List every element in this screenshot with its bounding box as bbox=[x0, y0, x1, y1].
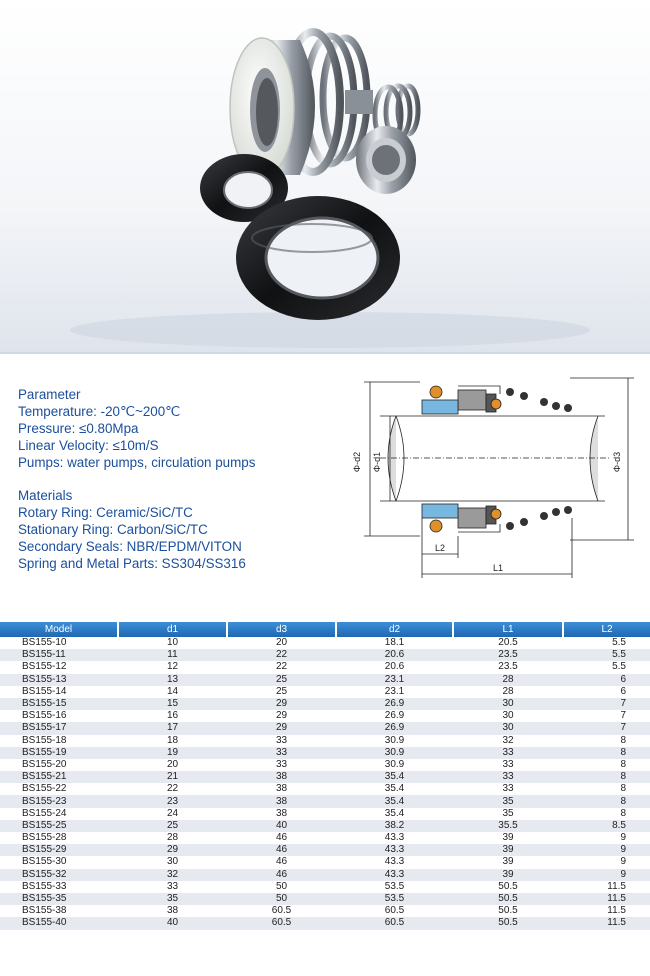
table-cell: 33 bbox=[227, 735, 336, 747]
section-divider bbox=[0, 352, 650, 354]
header-d3: d3 bbox=[227, 622, 336, 637]
table-row bbox=[0, 674, 650, 686]
table-cell: 35.4 bbox=[336, 783, 453, 795]
table-cell: 29 bbox=[227, 710, 336, 722]
table-cell: 13 bbox=[118, 674, 227, 686]
table-cell: 32 bbox=[118, 869, 227, 881]
table-cell: 28 bbox=[453, 686, 563, 698]
table-cell: 11.5 bbox=[563, 905, 650, 917]
table-cell: 38 bbox=[227, 783, 336, 795]
parameter-title: Parameter bbox=[18, 387, 81, 402]
table-row bbox=[0, 820, 650, 832]
temperature-spec: Temperature: -20℃~200℃ bbox=[18, 404, 181, 419]
table-cell: 26.9 bbox=[336, 722, 453, 734]
table-cell: 9 bbox=[563, 856, 650, 868]
table-cell: 33 bbox=[453, 771, 563, 783]
table-cell: BS155-13 bbox=[0, 674, 118, 686]
table-cell: 22 bbox=[118, 783, 227, 795]
table-row bbox=[0, 722, 650, 734]
table-cell: BS155-17 bbox=[0, 722, 118, 734]
table-cell: 11.5 bbox=[563, 881, 650, 893]
header-model: Model bbox=[0, 622, 118, 637]
table-row bbox=[0, 795, 650, 807]
dimension-d2-label: Φ-d2 bbox=[352, 451, 362, 473]
table-cell: 38.2 bbox=[336, 820, 453, 832]
table-cell: BS155-33 bbox=[0, 881, 118, 893]
table-cell: 35 bbox=[453, 808, 563, 820]
dimension-l1-label: L1 bbox=[492, 563, 504, 573]
table-cell: 39 bbox=[453, 869, 563, 881]
table-cell: 20 bbox=[118, 759, 227, 771]
table-cell: 29 bbox=[227, 698, 336, 710]
table-cell: BS155-15 bbox=[0, 698, 118, 710]
table-cell: 8 bbox=[563, 735, 650, 747]
table-cell: 22 bbox=[227, 661, 336, 673]
table-cell: 35 bbox=[118, 893, 227, 905]
table-cell: 20 bbox=[227, 637, 336, 649]
table-cell: 50.5 bbox=[453, 881, 563, 893]
table-cell: 30 bbox=[453, 710, 563, 722]
table-row bbox=[0, 856, 650, 868]
table-cell: 33 bbox=[118, 881, 227, 893]
table-cell: 35 bbox=[453, 795, 563, 807]
table-cell: 40 bbox=[227, 820, 336, 832]
table-cell: 24 bbox=[118, 808, 227, 820]
table-cell: 43.3 bbox=[336, 844, 453, 856]
table-cell: BS155-23 bbox=[0, 795, 118, 807]
table-cell: 35.5 bbox=[453, 820, 563, 832]
table-cell: 38 bbox=[118, 905, 227, 917]
seal-cross-section-drawing bbox=[350, 368, 640, 590]
table-cell: 32 bbox=[453, 735, 563, 747]
table-cell: 23.5 bbox=[453, 649, 563, 661]
table-row bbox=[0, 869, 650, 881]
table-cell: 28 bbox=[118, 832, 227, 844]
table-cell: 5.5 bbox=[563, 661, 650, 673]
header-d1: d1 bbox=[118, 622, 227, 637]
table-cell: 23.5 bbox=[453, 661, 563, 673]
table-cell: 35.4 bbox=[336, 795, 453, 807]
table-cell: BS155-18 bbox=[0, 735, 118, 747]
table-cell: 8 bbox=[563, 747, 650, 759]
table-cell: 53.5 bbox=[336, 881, 453, 893]
table-cell: BS155-10 bbox=[0, 637, 118, 649]
table-cell: BS155-11 bbox=[0, 649, 118, 661]
table-cell: 35.4 bbox=[336, 771, 453, 783]
table-cell: 20.5 bbox=[453, 637, 563, 649]
table-cell: BS155-29 bbox=[0, 844, 118, 856]
table-row bbox=[0, 735, 650, 747]
table-row bbox=[0, 649, 650, 661]
table-cell: 25 bbox=[227, 686, 336, 698]
product-photo bbox=[0, 0, 650, 352]
table-cell: 14 bbox=[118, 686, 227, 698]
table-cell: 40 bbox=[118, 917, 227, 929]
table-cell: 8 bbox=[563, 783, 650, 795]
table-row bbox=[0, 661, 650, 673]
table-cell: 11.5 bbox=[563, 893, 650, 905]
table-row bbox=[0, 698, 650, 710]
table-cell: 38 bbox=[227, 795, 336, 807]
table-row bbox=[0, 893, 650, 905]
table-cell: 50.5 bbox=[453, 893, 563, 905]
table-cell: 53.5 bbox=[336, 893, 453, 905]
table-cell: 7 bbox=[563, 722, 650, 734]
table-cell: 8 bbox=[563, 759, 650, 771]
table-cell: 60.5 bbox=[336, 917, 453, 929]
table-row bbox=[0, 747, 650, 759]
table-cell: 7 bbox=[563, 710, 650, 722]
table-row bbox=[0, 759, 650, 771]
table-cell: 7 bbox=[563, 698, 650, 710]
table-cell: 23.1 bbox=[336, 674, 453, 686]
table-cell: 39 bbox=[453, 856, 563, 868]
table-cell: 8.5 bbox=[563, 820, 650, 832]
dimension-d1-label: Φ-d1 bbox=[372, 451, 382, 473]
pumps-spec: Pumps: water pumps, circulation pumps bbox=[18, 455, 256, 470]
table-cell: 30.9 bbox=[336, 735, 453, 747]
table-row bbox=[0, 637, 650, 649]
table-cell: 8 bbox=[563, 808, 650, 820]
table-cell: 11 bbox=[118, 649, 227, 661]
table-cell: BS155-19 bbox=[0, 747, 118, 759]
table-cell: 33 bbox=[227, 747, 336, 759]
table-cell: 50.5 bbox=[453, 905, 563, 917]
rotary-ring-spec: Rotary Ring: Ceramic/SiC/TC bbox=[18, 505, 193, 520]
table-cell: 50 bbox=[227, 893, 336, 905]
table-row bbox=[0, 783, 650, 795]
table-cell: BS155-28 bbox=[0, 832, 118, 844]
table-cell: 50 bbox=[227, 881, 336, 893]
table-cell: 33 bbox=[453, 759, 563, 771]
table-cell: 39 bbox=[453, 832, 563, 844]
table-cell: 6 bbox=[563, 686, 650, 698]
table-cell: BS155-30 bbox=[0, 856, 118, 868]
table-cell: 43.3 bbox=[336, 856, 453, 868]
table-row bbox=[0, 881, 650, 893]
table-cell: BS155-22 bbox=[0, 783, 118, 795]
secondary-seals-spec: Secondary Seals: NBR/EPDM/VITON bbox=[18, 539, 242, 554]
table-cell: 43.3 bbox=[336, 832, 453, 844]
spring-metal-spec: Spring and Metal Parts: SS304/SS316 bbox=[18, 556, 246, 571]
table-row bbox=[0, 771, 650, 783]
table-cell: 9 bbox=[563, 844, 650, 856]
table-cell: 60.5 bbox=[336, 905, 453, 917]
table-cell: 20.6 bbox=[336, 649, 453, 661]
table-cell: 39 bbox=[453, 844, 563, 856]
table-header-row bbox=[0, 622, 650, 637]
table-row bbox=[0, 808, 650, 820]
table-row bbox=[0, 917, 650, 929]
table-cell: 9 bbox=[563, 869, 650, 881]
table-cell: 60.5 bbox=[227, 917, 336, 929]
table-cell: 26.9 bbox=[336, 698, 453, 710]
table-cell: 19 bbox=[118, 747, 227, 759]
table-cell: 25 bbox=[227, 674, 336, 686]
table-cell: 8 bbox=[563, 771, 650, 783]
pressure-spec: Pressure: ≤0.80Mpa bbox=[18, 421, 139, 436]
table-cell: 20.6 bbox=[336, 661, 453, 673]
table-row bbox=[0, 710, 650, 722]
table-cell: 29 bbox=[118, 844, 227, 856]
table-cell: BS155-24 bbox=[0, 808, 118, 820]
table-row bbox=[0, 686, 650, 698]
header-d2: d2 bbox=[336, 622, 453, 637]
table-row bbox=[0, 905, 650, 917]
table-cell: 50.5 bbox=[453, 917, 563, 929]
table-cell: 6 bbox=[563, 674, 650, 686]
table-cell: 60.5 bbox=[227, 905, 336, 917]
table-cell: 30.9 bbox=[336, 747, 453, 759]
specifications bbox=[18, 386, 338, 572]
table-cell: 46 bbox=[227, 856, 336, 868]
table-cell: 11.5 bbox=[563, 917, 650, 929]
large-rubber-ring-icon bbox=[236, 196, 400, 320]
table-cell: BS155-20 bbox=[0, 759, 118, 771]
table-cell: 46 bbox=[227, 832, 336, 844]
table-cell: 33 bbox=[453, 783, 563, 795]
table-cell: 30 bbox=[118, 856, 227, 868]
table-cell: BS155-38 bbox=[0, 905, 118, 917]
table-cell: 12 bbox=[118, 661, 227, 673]
table-cell: BS155-40 bbox=[0, 917, 118, 929]
table-cell: BS155-21 bbox=[0, 771, 118, 783]
table-cell: 25 bbox=[118, 820, 227, 832]
table-cell: 9 bbox=[563, 832, 650, 844]
table-cell: 15 bbox=[118, 698, 227, 710]
table-cell: 18.1 bbox=[336, 637, 453, 649]
table-cell: 38 bbox=[227, 771, 336, 783]
table-cell: BS155-35 bbox=[0, 893, 118, 905]
table-cell: 5.5 bbox=[563, 649, 650, 661]
header-l1: L1 bbox=[453, 622, 563, 637]
table-row bbox=[0, 832, 650, 844]
table-cell: 46 bbox=[227, 869, 336, 881]
table-cell: 30 bbox=[453, 722, 563, 734]
table-cell: 8 bbox=[563, 795, 650, 807]
table-cell: 26.9 bbox=[336, 710, 453, 722]
table-cell: 28 bbox=[453, 674, 563, 686]
table-cell: BS155-12 bbox=[0, 661, 118, 673]
table-cell: 16 bbox=[118, 710, 227, 722]
table-cell: 30.9 bbox=[336, 759, 453, 771]
table-cell: BS155-16 bbox=[0, 710, 118, 722]
table-cell: 30 bbox=[453, 698, 563, 710]
table-cell: 18 bbox=[118, 735, 227, 747]
table-cell: 35.4 bbox=[336, 808, 453, 820]
velocity-spec: Linear Velocity: ≤10m/S bbox=[18, 438, 159, 453]
table-cell: 22 bbox=[227, 649, 336, 661]
table-cell: 29 bbox=[227, 722, 336, 734]
dimension-l2-label: L2 bbox=[434, 543, 446, 553]
dimension-d3-label: Φ-d3 bbox=[612, 451, 622, 473]
header-l2: L2 bbox=[563, 622, 650, 637]
table-cell: 5.5 bbox=[563, 637, 650, 649]
table-cell: 43.3 bbox=[336, 869, 453, 881]
table-cell: 10 bbox=[118, 637, 227, 649]
table-cell: BS155-25 bbox=[0, 820, 118, 832]
stationary-ring-spec: Stationary Ring: Carbon/SiC/TC bbox=[18, 522, 208, 537]
table-cell: 17 bbox=[118, 722, 227, 734]
dimensions-table bbox=[0, 622, 650, 930]
table-cell: 33 bbox=[453, 747, 563, 759]
table-cell: 46 bbox=[227, 844, 336, 856]
table-cell: 23 bbox=[118, 795, 227, 807]
table-row bbox=[0, 844, 650, 856]
table-cell: 23.1 bbox=[336, 686, 453, 698]
table-cell: BS155-14 bbox=[0, 686, 118, 698]
materials-title: Materials bbox=[18, 488, 73, 503]
table-cell: BS155-32 bbox=[0, 869, 118, 881]
table-cell: 38 bbox=[227, 808, 336, 820]
table-cell: 33 bbox=[227, 759, 336, 771]
table-cell: 21 bbox=[118, 771, 227, 783]
